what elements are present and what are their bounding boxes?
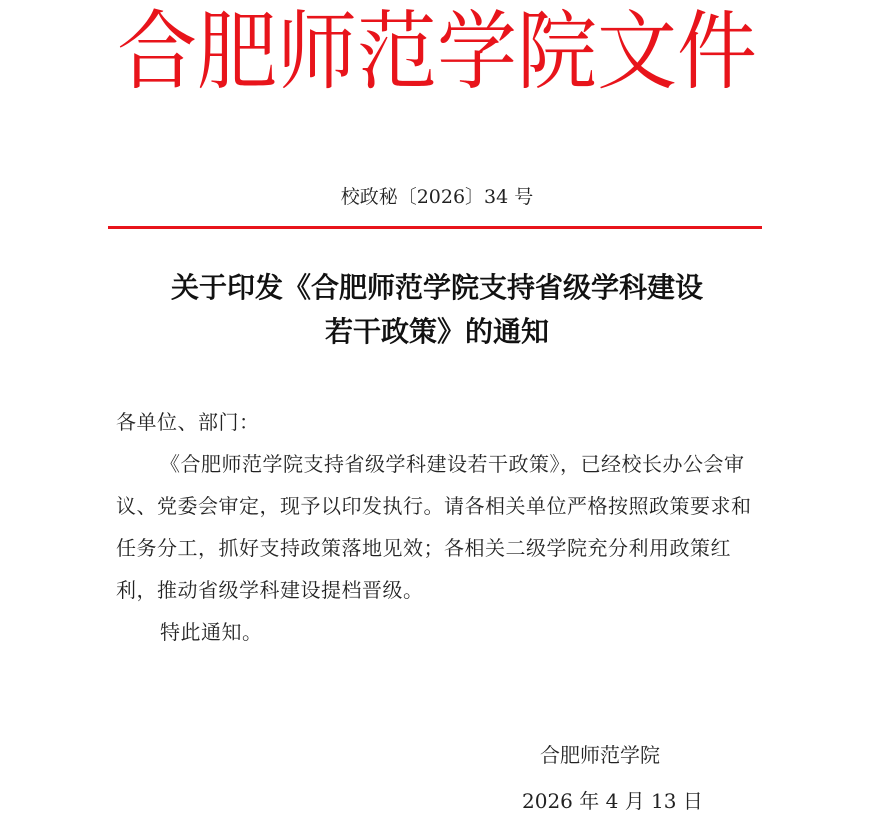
salutation: 各单位、部门： — [116, 410, 260, 434]
document-masthead: 合肥师范学院文件 — [117, 2, 757, 102]
notice-title-line-1: 关于印发《合肥师范学院支持省级学科建设 — [170, 271, 703, 304]
main-paragraph: 《合肥师范学院支持省级学科建设若干政策》，已经校长办公会审议、党委会审定，现予以印发执行。请各相关单位严格按照政策要求和任务分工，抓好支持政策落地见效；各相关二级学院充分利用政策红利，推动省级学科建设提档晋级。 — [116, 452, 752, 602]
signature-organization: 合肥师范学院 — [540, 743, 660, 767]
notice-title — [0, 266, 874, 354]
notice-title-line-2: 若干政策》的通知 — [324, 315, 549, 348]
red-divider-line — [108, 226, 762, 229]
notice-body — [116, 401, 766, 653]
closing-line: 特此通知。 — [160, 620, 263, 644]
document-number: 校政秘〔2026〕34 号 — [340, 186, 534, 208]
signature-date: 2026 年 4 月 13 日 — [522, 789, 703, 813]
